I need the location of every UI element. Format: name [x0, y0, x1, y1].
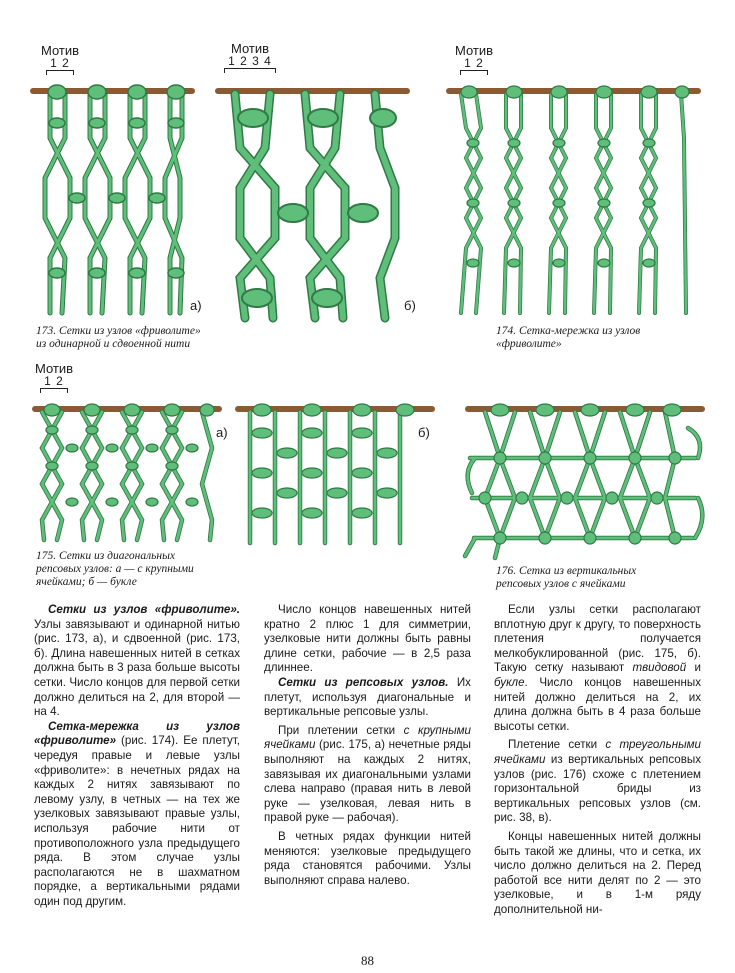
paragraph-italic: твидовой — [632, 661, 687, 675]
paragraph-title: Сетка-мережка из узлов «фриволите» — [34, 719, 240, 748]
text-column-3 — [494, 603, 701, 917]
figure-173a-label: а) — [190, 298, 202, 313]
figure-175-caption — [36, 550, 194, 589]
motif-title: Мотив — [34, 361, 74, 376]
paragraph-title: Сетки из репсовых узлов. — [278, 675, 449, 689]
paragraph — [494, 603, 701, 734]
motif-bracket — [460, 70, 488, 75]
figure-175a-net — [32, 398, 222, 543]
paragraph — [34, 720, 240, 910]
caption-line: репсовых узлов с ячейками — [496, 578, 626, 590]
figure-175a-label: а) — [216, 425, 228, 440]
figure-175b-net — [235, 398, 435, 546]
figure-175b-label: б) — [418, 425, 430, 440]
text-column-2 — [264, 603, 471, 888]
motif-label-173b — [220, 42, 280, 73]
motif-title: Мотив — [454, 43, 494, 58]
motif-bracket — [40, 388, 68, 393]
caption-line: из одинарной и сдвоенной нити — [36, 338, 191, 350]
paragraph-italic: букле — [494, 675, 525, 689]
caption-line: репсовых узлов: а — с крупными — [36, 563, 194, 575]
paragraph-text: Узлы завязывают и одинарной нитью (рис. 173, а), и сдвоенной (рис. 173, б). Длина навешенных нитей в сетках должна быть в 3 раза больше высоты сетки. Число концов для первой сетки должно делиться на 2, для второй — на 4. — [34, 617, 240, 719]
paragraph: Концы навешенных нитей должны быть такой же длины, что и сетка, их число должно делиться на 2. Перед работой все нити делят по 2 — это узелковые, и в 1-м ряду дополнительной ни- — [494, 829, 701, 916]
page-number: 88 — [361, 953, 374, 968]
motif-label-175a — [32, 362, 76, 393]
paragraph-italic: с крупными ячейками — [264, 723, 471, 752]
paragraph-text: Плетение сетки — [508, 738, 606, 752]
paragraph-italic: с треугольными ячейками — [494, 738, 701, 766]
text-column-1 — [34, 603, 240, 909]
motif-bracket — [224, 68, 276, 73]
figure-173-caption — [36, 325, 201, 351]
figure-174-caption — [496, 325, 640, 351]
figure-173b-net — [215, 78, 410, 323]
caption-line: 175. Сетки из диагональных — [36, 550, 175, 562]
caption-line: 176. Сетка из вертикальных — [496, 565, 637, 577]
paragraph: Число концов навешенных нитей кратно 2 плюс 1 для симметрии, узелковые нити должны быть равны длине сетки, рабочие — в 2,5 раза длиннее. — [264, 603, 471, 675]
motif-numbers: 1 2 — [44, 374, 64, 388]
figure-176-caption — [496, 565, 636, 591]
motif-title: Мотив — [230, 41, 270, 56]
motif-title: Мотив — [40, 43, 80, 58]
paragraph-text: Если узлы сетки располагают вплотную друг к другу, то поверхность плетения получается мелкобуклированной (рис. 175, б). Такую сетку называют — [494, 603, 701, 675]
motif-bracket — [46, 70, 74, 75]
motif-numbers: 1 2 — [50, 56, 70, 70]
figure-173a-net — [30, 78, 195, 318]
paragraph: В четных рядах функции нитей меняются: узелковые предыдущего ряда становятся рабочими. Узлы выполняют справа налево. — [264, 829, 471, 887]
figure-173b-label: б) — [404, 298, 416, 313]
caption-line: 174. Сетка-мережка из узлов — [496, 325, 641, 337]
paragraph-text: При плетении сетки — [278, 723, 404, 737]
paragraph-text: Их плетут, используя диагональные и вертикальные репсовые узлы. — [264, 675, 471, 719]
caption-line: ячейками; б — букле — [36, 576, 137, 588]
caption-line: «фриволите» — [496, 338, 562, 350]
motif-numbers: 1 2 — [464, 56, 484, 70]
paragraph-text: . Число концов навешенных нитей должно делиться на 2, их длина должна быть в 4 раза больше высоты сетки. — [494, 675, 701, 733]
motif-numbers: 1 2 3 4 — [228, 54, 272, 68]
motif-label-173a — [38, 44, 82, 75]
paragraph — [34, 603, 240, 720]
paragraph — [494, 738, 701, 826]
caption-line: 173. Сетки из узлов «фриволите» — [36, 325, 201, 337]
paragraph — [264, 676, 471, 720]
figure-176-net — [460, 398, 710, 563]
paragraph-title: Сетки из узлов «фриволите». — [48, 603, 240, 616]
paragraph — [264, 724, 471, 826]
paragraph-text: из вертикальных репсовых узлов (рис. 176) схоже с плетением горизонтальной бриды из вертикальных репсовых узлов (см. рис. 38, в). — [494, 752, 701, 825]
paragraph-text: (рис. 174). Ее плетут, чередуя правые и левые узлы «фриволите»: в нечетных рядах на каждых 2 нитях завязывают по левому узлу, в четных — на тех же узелковых завязывают правые узлы, используя рабочие нити от противоположного узла предыдущего ряда. В этом случае узлы располагаются не в шахматном порядке, а вертикальными рядами один под другим. — [34, 734, 240, 908]
paragraph-text: (рис. 175, а) нечетные ряды выполняют на каждых 2 нитях, завязывая их диагональными узлами слева направо (правая нить в левой руке — узелковая, левая нить в правой руке — рабочая). — [264, 738, 471, 825]
paragraph-text: и — [686, 661, 701, 675]
figure-174-net — [446, 78, 701, 318]
motif-label-174 — [452, 44, 496, 75]
